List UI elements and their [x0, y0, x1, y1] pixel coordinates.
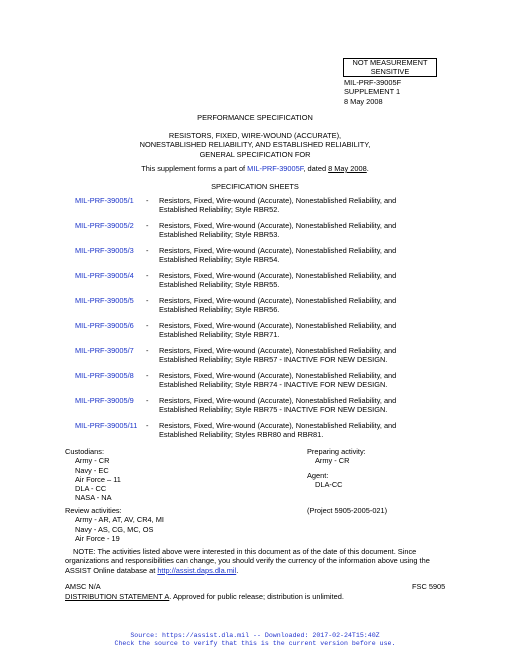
sheet-desc-line-2: Established Reliability; Style RBR52. — [159, 205, 280, 215]
sheet-desc-line-2: Established Reliability; Style RBR71. — [159, 330, 280, 340]
sheet-link[interactable]: MIL-PRF-39005/11 — [75, 421, 138, 430]
spec-type-title: PERFORMANCE SPECIFICATION — [197, 113, 313, 122]
custodian-item: Air Force – 11 — [75, 474, 121, 484]
sheet-desc-line-1: Resistors, Fixed, Wire-wound (Accurate), Nonestablished Reliability, and — [159, 196, 397, 205]
sheet-description — [159, 346, 489, 365]
note-line-1: NOTE: The activities listed above were interested in this document as of the date of this document. Since — [73, 547, 417, 556]
assist-link[interactable]: http://assist.daps.dla.mil — [157, 565, 237, 575]
doc-id-block — [344, 78, 401, 106]
sheet-dash: - — [146, 221, 149, 230]
sheet-description — [159, 196, 489, 215]
sheet-desc-line-1: Resistors, Fixed, Wire-wound (Accurate), Nonestablished Reliability, and — [159, 246, 397, 255]
supplement-note — [0, 164, 510, 173]
sheet-desc-line-1: Resistors, Fixed, Wire-wound (Accurate), Nonestablished Reliability, and — [159, 346, 397, 355]
sheet-description — [159, 246, 489, 265]
sheet-description — [159, 271, 489, 290]
sheet-dash: - — [146, 371, 149, 380]
review-item: Navy - AS, CG, MC, OS — [75, 524, 154, 534]
supplement-label: SUPPLEMENT 1 — [344, 87, 401, 97]
supplement-note-suffix: . — [366, 164, 369, 173]
sheet-description — [159, 396, 489, 415]
box-line-2: SENSITIVE — [370, 66, 410, 76]
review-item: Army - AR, AT, AV, CR4, MI — [75, 515, 164, 525]
custodians-block — [65, 447, 121, 503]
title-line-3: GENERAL SPECIFICATION FOR — [199, 149, 311, 159]
sheet-desc-line-2: Established Reliability; Style RBR53. — [159, 230, 280, 240]
sheet-description — [159, 221, 489, 240]
sheet-desc-line-2: Established Reliability; Style RBR57 - INACTIVE FOR NEW DESIGN. — [159, 355, 388, 365]
sheet-dash: - — [146, 396, 149, 405]
sheet-link[interactable]: MIL-PRF-39005/5 — [75, 296, 134, 305]
sheet-desc-line-1: Resistors, Fixed, Wire-wound (Accurate), Nonestablished Reliability, and — [159, 221, 397, 230]
custodians-label: Custodians: — [65, 447, 105, 456]
sheet-description — [159, 296, 489, 315]
sheet-desc-line-1: Resistors, Fixed, Wire-wound (Accurate), Nonestablished Reliability, and — [159, 421, 397, 430]
sheet-desc-line-2: Established Reliability; Style RBR75 - INACTIVE FOR NEW DESIGN. — [159, 405, 388, 415]
sheet-desc-line-1: Resistors, Fixed, Wire-wound (Accurate), Nonestablished Reliability, and — [159, 371, 397, 380]
custodian-item: Army - CR — [75, 456, 110, 466]
agent-value: DLA-CC — [315, 480, 343, 490]
preparing-label: Preparing activity: — [307, 447, 366, 456]
distribution-text: . Approved for public release; distribution is unlimited. — [169, 592, 344, 601]
sheet-dash: - — [146, 196, 149, 205]
sheet-desc-line-1: Resistors, Fixed, Wire-wound (Accurate), Nonestablished Reliability, and — [159, 321, 397, 330]
sheet-link[interactable]: MIL-PRF-39005/7 — [75, 346, 134, 355]
review-item: Air Force - 19 — [75, 533, 120, 543]
distribution-statement — [65, 592, 344, 601]
supplement-note-middle: , dated — [303, 164, 329, 173]
amsc-label: AMSC N/A — [65, 582, 101, 591]
agent-label: Agent: — [307, 471, 329, 480]
footer-line-2: Check the source to verify that this is the current version before use. — [114, 640, 396, 648]
download-footer — [0, 632, 510, 648]
sheet-link[interactable]: MIL-PRF-39005/2 — [75, 221, 134, 230]
note-line-3 — [65, 566, 455, 575]
sheet-link[interactable]: MIL-PRF-39005/9 — [75, 396, 134, 405]
distribution-label: DISTRIBUTION STATEMENT A — [65, 592, 170, 601]
parent-spec-link[interactable]: MIL-PRF-39005F — [247, 164, 304, 173]
sheet-link[interactable]: MIL-PRF-39005/4 — [75, 271, 134, 280]
sheet-description — [159, 321, 489, 340]
box-line-1: NOT MEASUREMENT — [352, 58, 428, 67]
note-line-3-suffix: . — [236, 565, 239, 575]
project-number: (Project 5905-2005-021) — [307, 506, 388, 515]
fsc-label: FSC 5905 — [412, 582, 446, 591]
sheet-desc-line-2: Established Reliability; Style RBR56. — [159, 305, 280, 315]
sheet-desc-line-1: Resistors, Fixed, Wire-wound (Accurate), Nonestablished Reliability, and — [159, 271, 397, 280]
custodian-item: NASA - NA — [75, 493, 112, 503]
sheet-desc-line-1: Resistors, Fixed, Wire-wound (Accurate), Nonestablished Reliability, and — [159, 296, 397, 305]
note-line-3-prefix: ASSIST Online database at — [65, 565, 158, 575]
sheet-dash: - — [146, 421, 149, 430]
sheet-dash: - — [146, 271, 149, 280]
preparing-value: Army - CR — [315, 456, 350, 466]
doc-date: 8 May 2008 — [344, 96, 383, 106]
sheet-dash: - — [146, 346, 149, 355]
sheet-desc-line-1: Resistors, Fixed, Wire-wound (Accurate), Nonestablished Reliability, and — [159, 396, 397, 405]
sheets-heading: SPECIFICATION SHEETS — [211, 182, 299, 191]
sheet-desc-line-2: Established Reliability; Style RBR55. — [159, 280, 280, 290]
sheet-link[interactable]: MIL-PRF-39005/6 — [75, 321, 134, 330]
note-paragraph — [65, 547, 455, 575]
sheet-desc-line-2: Established Reliability; Style RBR54. — [159, 255, 280, 265]
note-line-2: organizations and responsibilities can change, you should verify the currency of the information above using the — [65, 556, 430, 566]
measurement-sensitivity-box — [343, 58, 437, 77]
title-line-2: NONESTABLISHED RELIABILITY, AND ESTABLISHED RELIABILITY, — [139, 140, 371, 150]
sheet-dash: - — [146, 246, 149, 255]
preparing-activity-block — [307, 447, 366, 466]
sheet-link[interactable]: MIL-PRF-39005/8 — [75, 371, 134, 380]
sheet-description — [159, 421, 489, 440]
footer-line-1: Source: https://assist.dla.mil -- Downloaded: 2017-02-24T15:40Z — [130, 632, 380, 639]
supplement-note-prefix: This supplement forms a part of — [141, 164, 248, 173]
supplement-note-date: 8 May 2008 — [328, 164, 367, 173]
custodian-item: DLA - CC — [75, 484, 107, 493]
sheet-desc-line-2: Established Reliability; Style RBR74 - INACTIVE FOR NEW DESIGN. — [159, 380, 388, 390]
review-label: Review activities: — [65, 506, 122, 515]
sheet-dash: - — [146, 321, 149, 330]
sheet-link[interactable]: MIL-PRF-39005/1 — [75, 196, 134, 205]
custodian-item: Navy - EC — [75, 465, 109, 475]
sheet-desc-line-2: Established Reliability; Styles RBR80 and RBR81. — [159, 430, 324, 440]
sheet-link[interactable]: MIL-PRF-39005/3 — [75, 246, 134, 255]
agent-block — [307, 471, 343, 490]
sheet-dash: - — [146, 296, 149, 305]
sheet-description — [159, 371, 489, 390]
spec-title — [0, 131, 510, 159]
title-line-1: RESISTORS, FIXED, WIRE-WOUND (ACCURATE), — [168, 131, 342, 140]
review-activities-block — [65, 506, 164, 543]
doc-id: MIL-PRF-39005F — [344, 78, 402, 87]
